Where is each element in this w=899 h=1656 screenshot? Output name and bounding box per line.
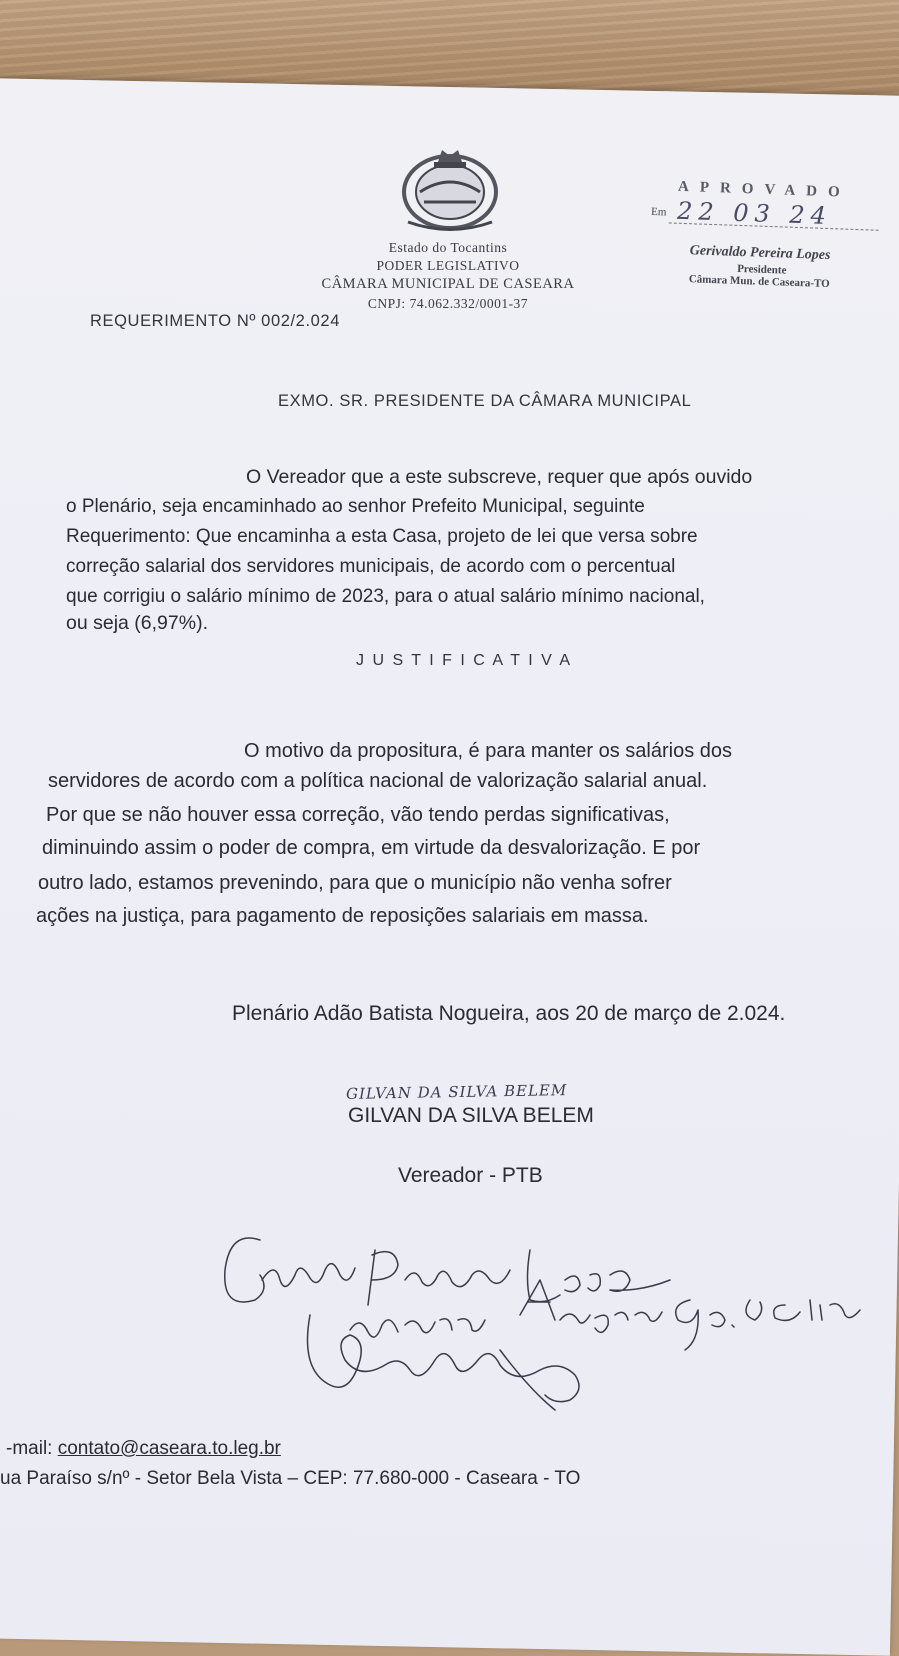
justification-line-5: outro lado, estamos prevenindo, para que o município não venha sofrer	[38, 872, 672, 894]
footer-address: ua Paraíso s/nº - Setor Bela Vista – CEP: 77.680-000 - Caseara - TO	[0, 1468, 581, 1489]
footer-email-link[interactable]: contato@caseara.to.leg.br	[57, 1438, 281, 1459]
header-cnpj: CNPJ: 74.062.332/0001-37	[367, 296, 529, 311]
stamp-president-name: Gerivaldo Pereira Lopes	[689, 243, 831, 264]
justification-line-3: Por que se não houver essa correção, vão tendo perdas significativas,	[46, 804, 670, 826]
request-line-5: que corrigiu o salário mínimo de 2023, para o atual salário mínimo nacional,	[66, 586, 705, 607]
stamp-date-prefix: Em	[650, 205, 667, 219]
place-date: Plenário Adão Batista Nogueira, aos 20 de março de 2.024.	[232, 1002, 786, 1025]
request-line-6: ou seja (6,97%).	[66, 612, 208, 634]
stamp-date: 22 03 24	[676, 196, 833, 231]
signer-handwritten: GILVAN DA SILVA BELEM	[345, 1081, 568, 1103]
justification-title: J U S T I F I C A T I V A	[356, 652, 572, 669]
signer-name: GILVAN DA SILVA BELEM	[348, 1104, 594, 1127]
request-line-4: correção salarial dos servidores municipais, de acordo com o percentual	[66, 556, 676, 577]
request-line-2: o Plenário, seja encaminhado ao senhor Prefeito Municipal, seguinte	[66, 496, 645, 517]
municipal-coat-of-arms-icon	[398, 142, 502, 234]
justification-line-2: servidores de acordo com a política nacional de valorização salarial anual.	[48, 770, 708, 792]
signer-role: Vereador - PTB	[398, 1164, 543, 1187]
addressee: EXMO. SR. PRESIDENTE DA CÂMARA MUNICIPAL	[278, 392, 692, 410]
justification-line-6: ações na justiça, para pagamento de reposições salariais em massa.	[36, 905, 649, 927]
justification-line-1: O motivo da propositura, é para manter os salários dos	[244, 740, 733, 762]
justification-line-4: diminuindo assim o poder de compra, em virtude da desvalorização. E por	[42, 837, 701, 859]
footer-email-label: -mail:	[6, 1438, 58, 1459]
request-line-1: O Vereador que a este subscreve, requer que após ouvido	[246, 466, 753, 488]
stamp-chamber: Câmara Mun. de Caseara-TO	[688, 273, 830, 291]
approval-stamp	[648, 172, 893, 320]
handwritten-signatures	[200, 1220, 880, 1420]
stamp-approved: APROVADO	[677, 178, 851, 201]
header-chamber: CÂMARA MUNICIPAL DE CASEARA	[321, 276, 575, 292]
header-state: Estado do Tocantins	[388, 240, 508, 255]
request-line-3: Requerimento: Que encaminha a esta Casa, projeto de lei que versa sobre	[66, 526, 698, 547]
footer-email-line	[6, 1438, 281, 1460]
header-power: PODER LEGISLATIVO	[376, 258, 520, 273]
document-number: REQUERIMENTO Nº 002/2.024	[90, 312, 340, 330]
stamp-president-role: Presidente	[736, 262, 787, 277]
